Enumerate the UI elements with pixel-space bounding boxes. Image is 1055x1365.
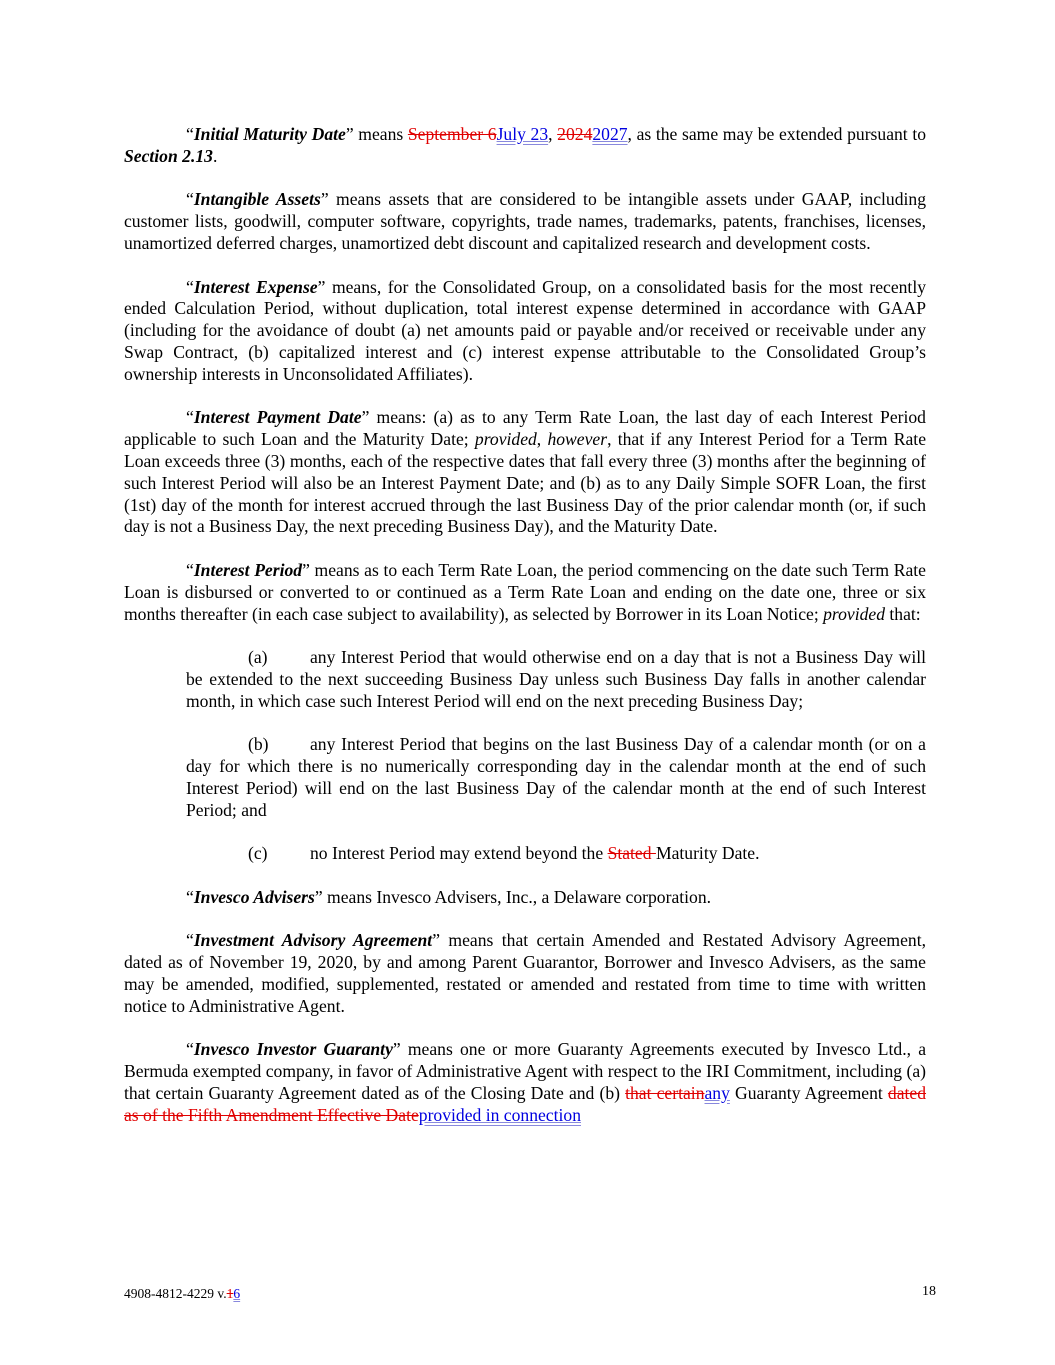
definition-paragraph — [124, 124, 926, 168]
text-run: , that if any Interest Period for a Term Rate Loan exceeds three (3) months, each of the respective dates that fall every three (3) months after the beginning of such Interest Period will also be an Interest Payment Date; and (b) as to any Daily Simple SOFR Loan, the first (1st) day of the month for interest accrued through the last Business Day of the prior calendar month (or, if such day is not a Business Day, the next preceding Business Day), and the Maturity Date. — [124, 429, 927, 537]
definition-paragraph — [124, 1039, 926, 1126]
deleted-version: 1 — [226, 1286, 234, 1301]
inserted-text: any — [704, 1083, 730, 1104]
defined-term: Invesco Advisers — [193, 886, 315, 907]
definition-paragraph — [124, 407, 926, 538]
inserted-version: 6 — [233, 1286, 241, 1301]
sub-clause — [186, 843, 926, 865]
text-run: that: — [885, 603, 921, 624]
text-run: any Interest Period that begins on the last Business Day of a calendar month (or on a day for which there is no numerically corresponding day in the calendar month at the end of such Interest Period) will end on the last Business Day of the calendar month at the end of such Interest Period; and — [186, 734, 926, 820]
sub-clause — [186, 734, 926, 821]
text-run: “ — [186, 930, 194, 951]
defined-term: Interest Payment Date — [193, 407, 362, 428]
text-run: Maturity Date. — [655, 843, 760, 864]
text-run: ” means as to each Term Rate Loan, the period commencing on the date such Term Rate Loan is disbursed or converted to or continued as a Term Rate Loan and ending on the date one, three or six months thereafter (in each case subject to availability), as selected by Borrower in its Loan Notice; — [124, 559, 926, 624]
document-body — [124, 124, 926, 1148]
text-run: any Interest Period that would otherwise end on a day that is not a Business Day will be extended to the next succeeding Business Day unless such Business Day falls in another calendar month, in which case such Interest Period will end on the next preceding Business Day; — [186, 647, 926, 711]
text-run: “ — [186, 559, 194, 580]
deleted-text: Stated — [607, 843, 656, 864]
deleted-text: dated as of the Fifth Amendment Effective Date — [124, 1083, 927, 1125]
text-run: “ — [186, 886, 194, 907]
defined-term: Interest Period — [193, 559, 303, 580]
text-run: ” means that certain Amended and Restated Advisory Agreement, dated as of November 19, 2020, by and among Parent Guarantor, Borrower and Invesco Advisers, as the same may be amended, modified, supplemented, restated or amended and restated from time to time with written notice to Administrative Agent. — [124, 930, 926, 1016]
inserted-text: 2027 — [592, 124, 628, 144]
inserted-text: July 23 — [496, 124, 549, 144]
text-run: “ — [186, 407, 194, 428]
defined-term: Initial Maturity Date — [193, 124, 346, 144]
text-run: ” means — [345, 124, 408, 144]
clause-label: (b) — [248, 734, 269, 755]
doc-id: 4908-4812-4229 v. — [124, 1286, 227, 1301]
clause-label: (c) — [248, 843, 268, 864]
deleted-text: 2024 — [557, 124, 593, 144]
text-run: no Interest Period may extend beyond the — [310, 843, 608, 864]
page-number: 18 — [922, 1284, 936, 1299]
inserted-text: provided in connection — [418, 1104, 581, 1125]
deleted-text: that certain — [625, 1083, 705, 1104]
text-run: “ — [186, 124, 194, 144]
italic-text: provided — [823, 603, 885, 624]
text-run: ” means: (a) as to any Term Rate Loan, the last day of each Interest Period applicable to such Loan and the Maturity Date; — [124, 407, 926, 450]
text-run: . — [212, 145, 218, 166]
italic-text: provided — [474, 429, 537, 450]
text-run: ” means one or more Guaranty Agreements executed by Invesco Ltd., a Bermuda exempted company, in favor of Administrative Agent with respect to the IRI Commitment, including (a) that certain Guaranty Agreement dated as of the Closing Date and (b) — [124, 1039, 927, 1104]
clause-label: (a) — [248, 647, 268, 668]
defined-term: Investment Advisory Agreement — [193, 930, 433, 951]
italic-text: however — [547, 429, 608, 450]
defined-term: Section 2.13 — [124, 145, 213, 166]
text-run: , — [536, 429, 548, 450]
definition-paragraph — [124, 277, 926, 386]
definition-paragraph — [124, 560, 926, 625]
defined-term: Interest Expense — [193, 276, 318, 297]
footer-doc-id — [124, 1286, 240, 1302]
text-run: “ — [186, 189, 194, 210]
text-run: ” means, for the Consolidated Group, on a consolidated basis for the most recently ended Calculation Period, without duplication, total interest expense determined in accordance with GAAP (including for the avoidance of doubt (a) net amounts paid or payable and/or received or receivable under any Swap Contract, (b) capitalized interest and (c) interest expense attributable to the Consolidated Group’s ownership interests in Unconsolidated Affiliates). — [124, 276, 926, 384]
definition-paragraph — [124, 887, 926, 909]
text-run: ” means assets that are considered to be intangible assets under GAAP, including customer lists, goodwill, computer software, copyrights, trade names, trademarks, patents, franchises, licenses, unamortized deferred charges, unamortized debt discount and capitalized research and development costs. — [124, 189, 926, 253]
text-run: , — [548, 124, 558, 144]
defined-term: Intangible Assets — [193, 189, 321, 210]
deleted-text: September 6 — [407, 124, 497, 144]
text-run: “ — [186, 1039, 194, 1060]
defined-term: Invesco Investor Guaranty — [193, 1039, 393, 1060]
text-run: ” means Invesco Advisers, Inc., a Delaware corporation. — [314, 886, 712, 907]
text-run: Guaranty Agreement — [729, 1083, 888, 1104]
sub-clause — [186, 647, 926, 712]
definition-paragraph — [124, 189, 926, 254]
text-run: “ — [186, 276, 194, 297]
text-run: , as the same may be extended pursuant to — [627, 124, 927, 144]
definition-paragraph — [124, 930, 926, 1017]
